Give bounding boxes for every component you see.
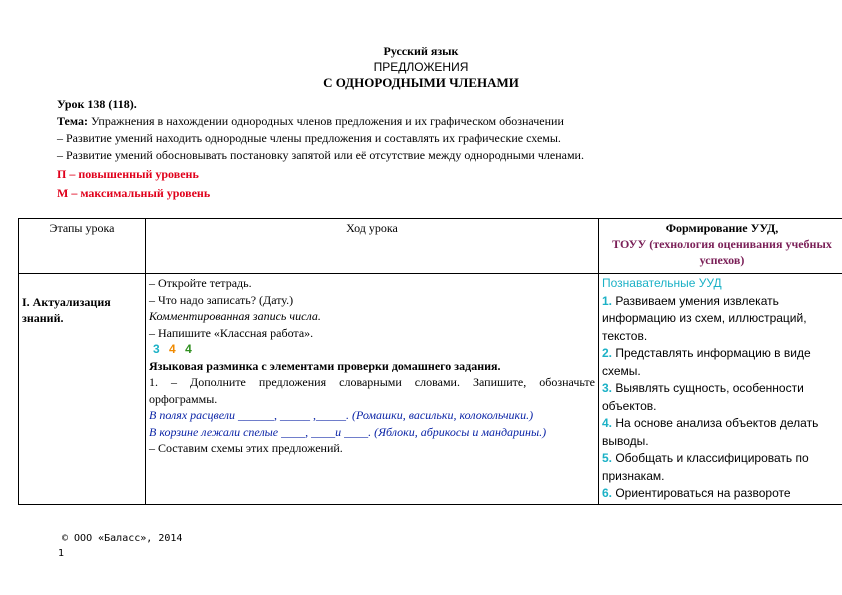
task-1: 1. – Дополните предложения словарными словами. Запишите, обозначьте орфограммы. xyxy=(149,375,595,406)
line-open-notebook: – Откройте тетрадь. xyxy=(149,276,252,290)
header-progress: Ход урока xyxy=(146,219,599,274)
level-p: П – повышенный уровень xyxy=(57,167,199,181)
theme-text: Упражнения в нахождении однородных членов предложения и их графическом обозначении xyxy=(87,114,564,128)
uud-item: 1. Развиваем умения извлекать информацию из схем, иллюстраций, текстов. xyxy=(602,293,807,343)
digit-4: 4 xyxy=(169,342,179,356)
table-header-row xyxy=(19,219,842,274)
uud-item: 4. На основе анализа объектов делать выводы. xyxy=(602,416,819,448)
goal-2: – Развитие умений обосновывать постановку запятой или её отсутствие между однородными членами. xyxy=(57,148,584,162)
uud-item: 6. Ориентироваться на развороте xyxy=(602,486,791,500)
header-stages: Этапы урока xyxy=(19,219,146,274)
assessment-digits xyxy=(149,341,595,358)
stage-name: I. Актуализация знаний. xyxy=(22,295,111,325)
stage-cell xyxy=(19,274,146,505)
uud-item: 5. Обобщать и классифицировать по признакам. xyxy=(602,451,809,483)
progress-cell xyxy=(146,274,599,505)
uud-cell xyxy=(599,274,842,505)
copyright: © ООО «Баласс», 2014 xyxy=(62,533,183,544)
header-uud-title: Формирование УУД, xyxy=(665,221,779,235)
uud-item: 3. Выявлять сущность, особенности объектов. xyxy=(602,381,804,413)
line-classwork: – Напишите «Классная работа». xyxy=(149,325,314,340)
lesson-number: Урок 138 (118). xyxy=(57,97,137,111)
sentence-1: В полях расцвели ______, _____ ,_____. (Ромашки, васильки, колокольчики.) xyxy=(149,408,534,422)
subject-title: Русский язык xyxy=(383,44,459,58)
header-touu: ТОУУ (технология оценивания учебных успехов) xyxy=(612,237,832,267)
topic-title: С ОДНОРОДНЫМИ ЧЛЕНАМИ xyxy=(323,75,519,90)
lesson-table xyxy=(18,218,842,505)
section-title: ПРЕДЛОЖЕНИЯ xyxy=(373,60,469,74)
line-comment: Комментированная запись числа. xyxy=(149,309,321,323)
uud-item: 2. Представлять информацию в виде схемы. xyxy=(602,346,811,378)
goal-1: – Развитие умений находить однородные члены предложения и составлять их графические схемы. xyxy=(57,131,561,145)
lesson-theme xyxy=(57,114,564,128)
digit-4-green: 4 xyxy=(185,342,195,356)
theme-label: Тема: xyxy=(57,114,88,128)
line-schemes: – Составим схемы этих предложений. xyxy=(149,441,343,455)
header-uud xyxy=(599,219,842,274)
warmup-title: Языковая разминка с элементами проверки домашнего задания. xyxy=(149,358,501,373)
sentence-2: В корзине лежали спелые ____, ____и ____. (Яблоки, абрикосы и мандарины.) xyxy=(149,424,547,439)
level-m: М – максимальный уровень xyxy=(57,186,211,200)
line-date: – Что надо записать? (Дату.) xyxy=(149,292,294,307)
page-number: 1 xyxy=(58,548,65,559)
digit-3: 3 xyxy=(153,342,163,356)
uud-title: Познавательные УУД xyxy=(602,276,722,290)
table-row xyxy=(19,274,842,505)
